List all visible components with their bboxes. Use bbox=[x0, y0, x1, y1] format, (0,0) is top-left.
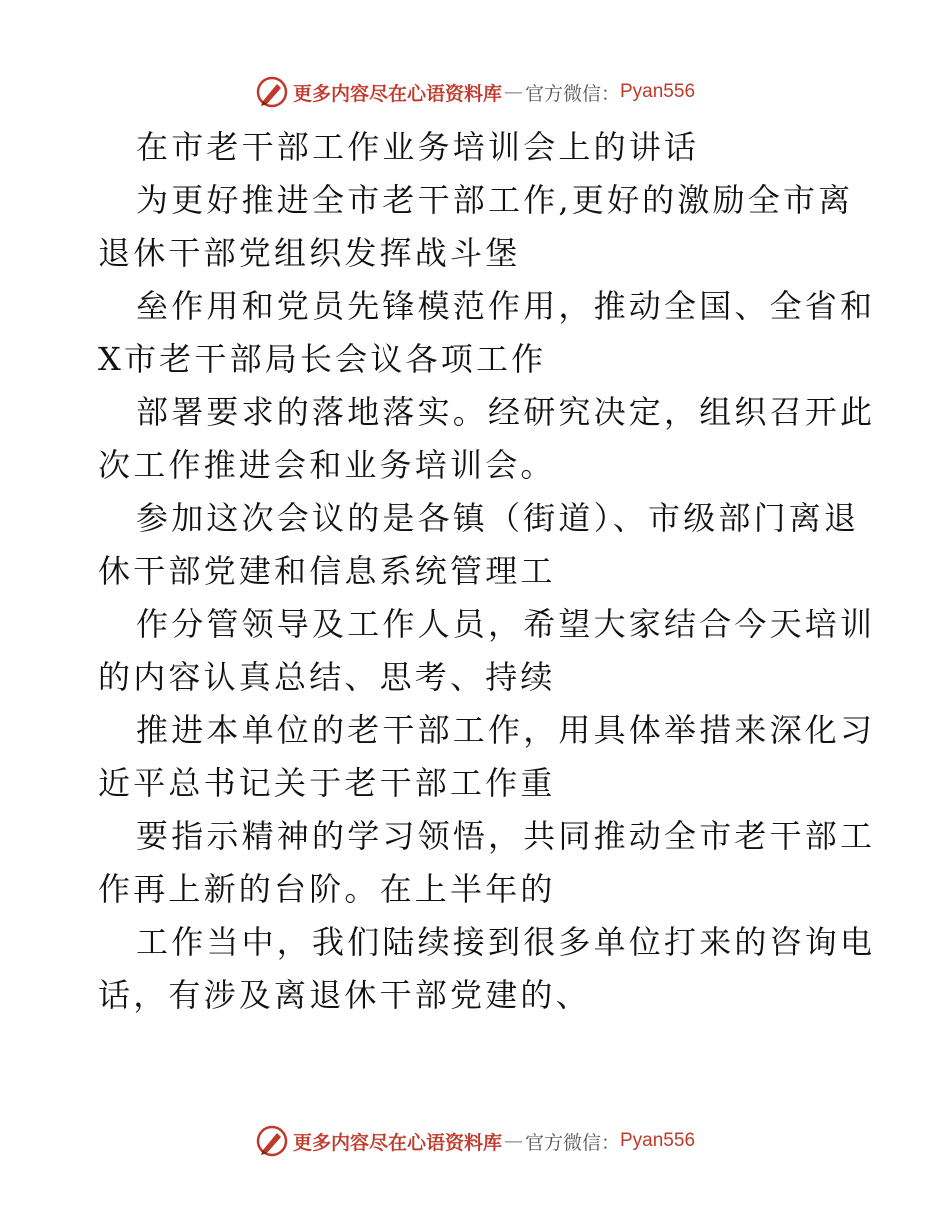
text-line: 作分管领导及工作人员，希望大家结合今天培训 bbox=[136, 605, 876, 643]
text-line: 次工作推进会和业务培训会。 bbox=[98, 446, 556, 484]
watermark-official-label: 官方微信： bbox=[524, 1131, 620, 1154]
text-line: 话，有涉及离退休干部党建的、 bbox=[98, 976, 591, 1014]
pen-logo-icon bbox=[255, 1124, 289, 1158]
watermark-wechat-id: Pyan556 bbox=[620, 1130, 696, 1151]
watermark-wechat-id: Pyan556 bbox=[620, 81, 696, 102]
text-line: 退休干部党组织发挥战斗堡 bbox=[98, 234, 521, 272]
watermark-title: 更多内容尽在心语资料库 bbox=[292, 82, 502, 105]
text-line: 休干部党建和信息系统管理工 bbox=[98, 552, 556, 590]
text-line: 推进本单位的老干部工作，用具体举措来深化习 bbox=[136, 711, 876, 749]
text-line: 为更好推进全市老干部工作,更好的激励全市离 bbox=[136, 181, 854, 219]
text-line: 要指示精神的学习领悟，共同推动全市老干部工 bbox=[136, 817, 876, 855]
text-line: 作再上新的台阶。在上半年的 bbox=[98, 870, 556, 908]
watermark-official-label: 官方微信： bbox=[524, 82, 620, 105]
pen-logo-icon bbox=[255, 75, 289, 109]
watermark-separator: — bbox=[503, 1130, 523, 1152]
text-line: 参加这次会议的是各镇（街道）、市级部门离退 bbox=[136, 499, 860, 537]
text-line: 部署要求的落地落实。经研究决定，组织召开此 bbox=[136, 393, 876, 431]
text-line: 工作当中，我们陆续接到很多单位打来的咨询电 bbox=[136, 923, 876, 961]
header-watermark bbox=[0, 72, 950, 112]
watermark-separator: — bbox=[503, 81, 523, 103]
text-line: 的内容认真总结、思考、持续 bbox=[98, 658, 556, 696]
text-line: 在市老干部工作业务培训会上的讲话 bbox=[136, 128, 700, 166]
footer-watermark bbox=[0, 1121, 950, 1161]
watermark-title: 更多内容尽在心语资料库 bbox=[292, 1131, 502, 1154]
document-body bbox=[98, 121, 876, 1022]
text-line: 近平总书记关于老干部工作重 bbox=[98, 764, 556, 802]
text-line: 垒作用和党员先锋模范作用，推动全国、全省和 bbox=[136, 287, 876, 325]
text-line: X市老干部局长会议各项工作 bbox=[98, 340, 547, 378]
